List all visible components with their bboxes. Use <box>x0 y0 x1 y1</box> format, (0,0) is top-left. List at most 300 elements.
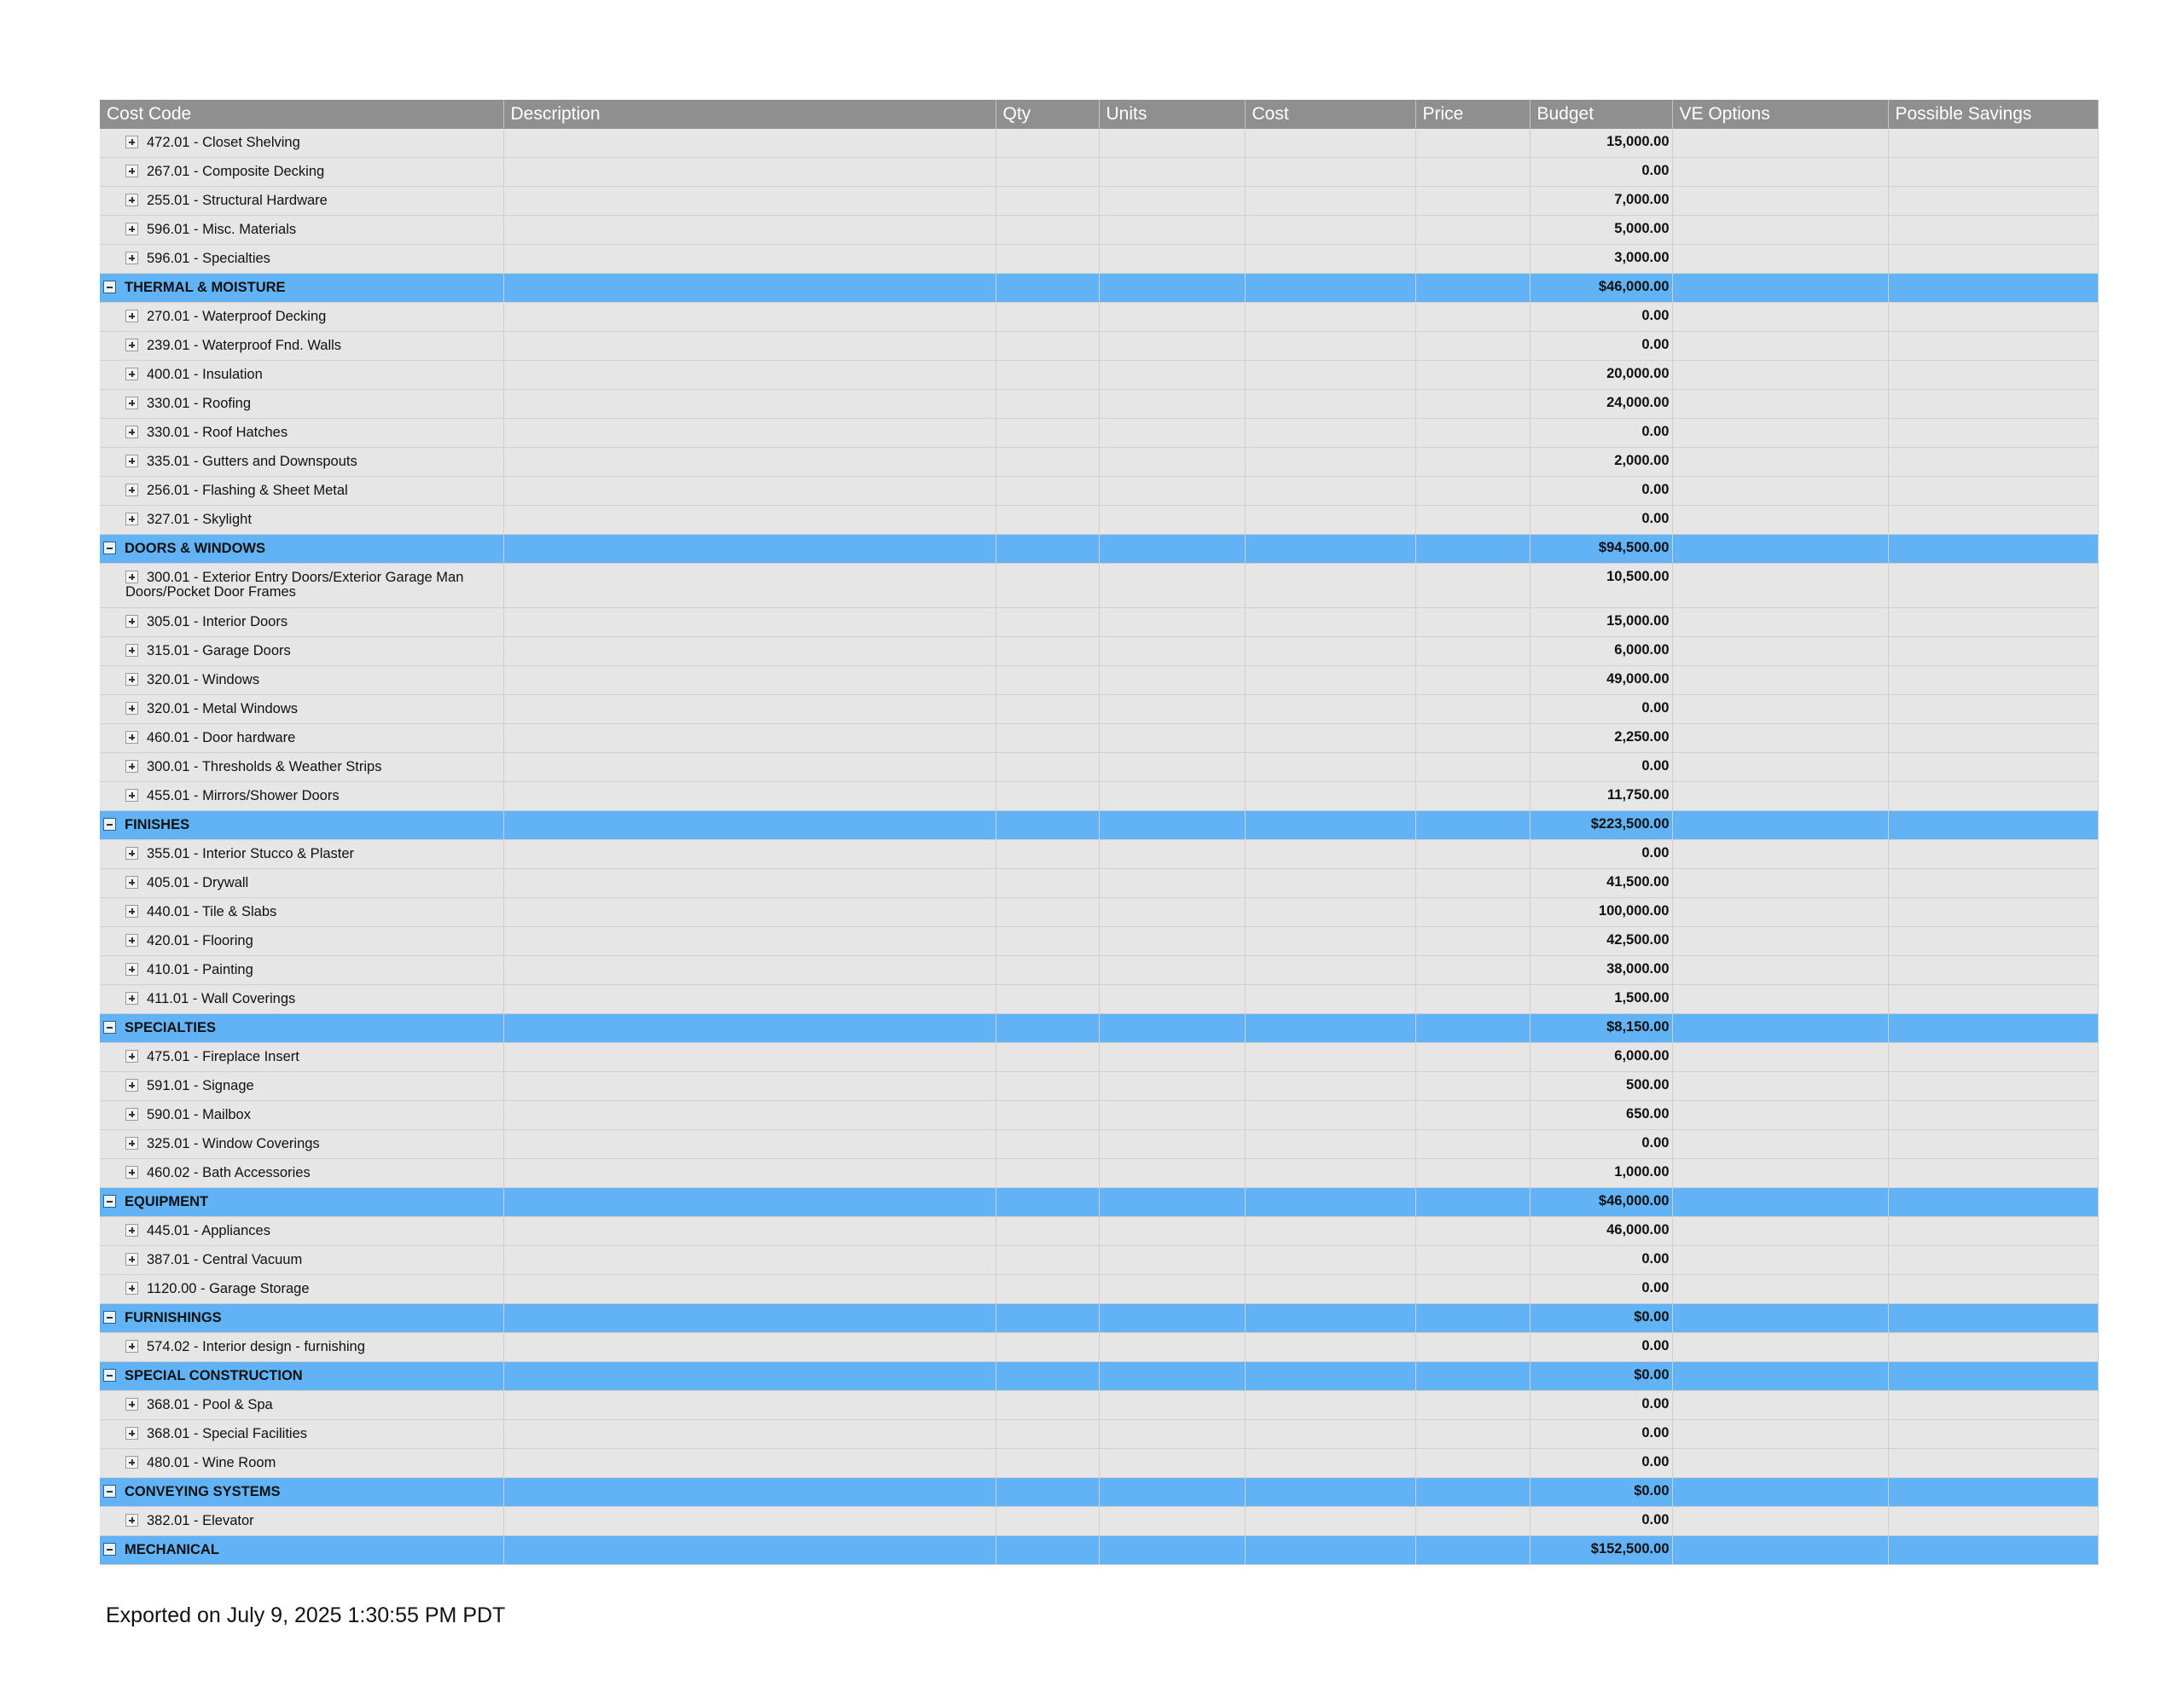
possible-savings-cell[interactable] <box>1888 927 2098 956</box>
price-cell[interactable] <box>1415 1362 1530 1391</box>
possible-savings-cell[interactable] <box>1888 898 2098 927</box>
qty-cell[interactable] <box>996 1507 1099 1536</box>
ve-options-cell[interactable] <box>1672 1188 1888 1217</box>
units-cell[interactable] <box>1099 1101 1245 1130</box>
table-row[interactable] <box>100 724 2098 753</box>
budget-cell[interactable] <box>1530 1159 1672 1188</box>
group-budget-total-cell[interactable] <box>1530 1536 1672 1565</box>
budget-cell[interactable] <box>1530 840 1672 869</box>
possible-savings-cell[interactable] <box>1888 1043 2098 1072</box>
cost-cell[interactable] <box>1245 1159 1415 1188</box>
budget-cell[interactable] <box>1530 1391 1672 1420</box>
price-cell[interactable] <box>1415 332 1530 361</box>
column-header-cost-code[interactable]: Cost Code <box>100 100 503 129</box>
qty-cell[interactable] <box>996 898 1099 927</box>
price-cell[interactable] <box>1415 811 1530 840</box>
units-cell[interactable] <box>1099 1536 1245 1565</box>
table-row[interactable] <box>100 1391 2098 1420</box>
table-row[interactable] <box>100 1217 2098 1246</box>
possible-savings-cell[interactable] <box>1888 303 2098 332</box>
budget-cell[interactable] <box>1530 448 1672 477</box>
cost-cell[interactable] <box>1245 448 1415 477</box>
ve-options-cell[interactable] <box>1672 782 1888 811</box>
expand-plus-icon[interactable] <box>125 455 138 467</box>
possible-savings-cell[interactable] <box>1888 1217 2098 1246</box>
cost-cell[interactable] <box>1245 811 1415 840</box>
collapse-minus-icon[interactable] <box>103 1311 116 1324</box>
budget-cell[interactable] <box>1530 506 1672 535</box>
price-cell[interactable] <box>1415 129 1530 158</box>
ve-options-cell[interactable] <box>1672 1304 1888 1333</box>
cost-cell[interactable] <box>1245 666 1415 695</box>
possible-savings-cell[interactable] <box>1888 1507 2098 1536</box>
qty-cell[interactable] <box>996 274 1099 303</box>
budget-cell[interactable] <box>1530 724 1672 753</box>
qty-cell[interactable] <box>996 637 1099 666</box>
budget-cell[interactable] <box>1530 303 1672 332</box>
units-cell[interactable] <box>1099 1159 1245 1188</box>
units-cell[interactable] <box>1099 985 1245 1014</box>
description-cell[interactable] <box>503 1420 996 1449</box>
ve-options-cell[interactable] <box>1672 1507 1888 1536</box>
units-cell[interactable] <box>1099 506 1245 535</box>
units-cell[interactable] <box>1099 158 1245 187</box>
cost-cell[interactable] <box>1245 985 1415 1014</box>
description-cell[interactable] <box>503 332 996 361</box>
cost-cell[interactable] <box>1245 840 1415 869</box>
qty-cell[interactable] <box>996 811 1099 840</box>
price-cell[interactable] <box>1415 274 1530 303</box>
units-cell[interactable] <box>1099 1507 1245 1536</box>
possible-savings-cell[interactable] <box>1888 782 2098 811</box>
table-row[interactable] <box>100 985 2098 1014</box>
budget-cell[interactable] <box>1530 216 1672 245</box>
budget-cell[interactable] <box>1530 1275 1672 1304</box>
units-cell[interactable] <box>1099 637 1245 666</box>
ve-options-cell[interactable] <box>1672 1449 1888 1478</box>
units-cell[interactable] <box>1099 274 1245 303</box>
table-row[interactable] <box>100 666 2098 695</box>
ve-options-cell[interactable] <box>1672 724 1888 753</box>
cost-cell[interactable] <box>1245 1420 1415 1449</box>
table-row[interactable] <box>100 419 2098 448</box>
table-row[interactable] <box>100 753 2098 782</box>
table-row[interactable] <box>100 956 2098 985</box>
cost-cell[interactable] <box>1245 869 1415 898</box>
ve-options-cell[interactable] <box>1672 1159 1888 1188</box>
expand-plus-icon[interactable] <box>125 1050 138 1063</box>
table-row[interactable] <box>100 840 2098 869</box>
cost-cell[interactable] <box>1245 1101 1415 1130</box>
budget-cell[interactable] <box>1530 1449 1672 1478</box>
expand-plus-icon[interactable] <box>125 876 138 889</box>
price-cell[interactable] <box>1415 187 1530 216</box>
description-cell[interactable] <box>503 608 996 637</box>
table-row[interactable] <box>100 608 2098 637</box>
qty-cell[interactable] <box>996 608 1099 637</box>
table-row[interactable] <box>100 927 2098 956</box>
description-cell[interactable] <box>503 506 996 535</box>
units-cell[interactable] <box>1099 898 1245 927</box>
collapse-minus-icon[interactable] <box>103 1543 116 1556</box>
qty-cell[interactable] <box>996 1536 1099 1565</box>
price-cell[interactable] <box>1415 753 1530 782</box>
possible-savings-cell[interactable] <box>1888 1188 2098 1217</box>
possible-savings-cell[interactable] <box>1888 1536 2098 1565</box>
expand-plus-icon[interactable] <box>125 426 138 438</box>
ve-options-cell[interactable] <box>1672 1014 1888 1043</box>
units-cell[interactable] <box>1099 811 1245 840</box>
description-cell[interactable] <box>503 782 996 811</box>
collapse-minus-icon[interactable] <box>103 1485 116 1498</box>
units-cell[interactable] <box>1099 448 1245 477</box>
ve-options-cell[interactable] <box>1672 1420 1888 1449</box>
units-cell[interactable] <box>1099 535 1245 564</box>
qty-cell[interactable] <box>996 390 1099 419</box>
qty-cell[interactable] <box>996 158 1099 187</box>
collapse-minus-icon[interactable] <box>103 1021 116 1034</box>
ve-options-cell[interactable] <box>1672 564 1888 608</box>
collapse-minus-icon[interactable] <box>103 542 116 554</box>
units-cell[interactable] <box>1099 1246 1245 1275</box>
price-cell[interactable] <box>1415 637 1530 666</box>
cost-cell[interactable] <box>1245 637 1415 666</box>
ve-options-cell[interactable] <box>1672 216 1888 245</box>
qty-cell[interactable] <box>996 303 1099 332</box>
expand-plus-icon[interactable] <box>125 1108 138 1121</box>
units-cell[interactable] <box>1099 1362 1245 1391</box>
units-cell[interactable] <box>1099 1304 1245 1333</box>
cost-cell[interactable] <box>1245 695 1415 724</box>
cost-cell[interactable] <box>1245 1275 1415 1304</box>
qty-cell[interactable] <box>996 927 1099 956</box>
cost-cell[interactable] <box>1245 506 1415 535</box>
qty-cell[interactable] <box>996 564 1099 608</box>
price-cell[interactable] <box>1415 390 1530 419</box>
units-cell[interactable] <box>1099 1333 1245 1362</box>
price-cell[interactable] <box>1415 840 1530 869</box>
possible-savings-cell[interactable] <box>1888 361 2098 390</box>
possible-savings-cell[interactable] <box>1888 811 2098 840</box>
description-cell[interactable] <box>503 419 996 448</box>
price-cell[interactable] <box>1415 477 1530 506</box>
qty-cell[interactable] <box>996 782 1099 811</box>
cost-cell[interactable] <box>1245 1246 1415 1275</box>
column-header-price[interactable]: Price <box>1415 100 1530 129</box>
units-cell[interactable] <box>1099 956 1245 985</box>
table-row[interactable] <box>100 1275 2098 1304</box>
possible-savings-cell[interactable] <box>1888 245 2098 274</box>
price-cell[interactable] <box>1415 1159 1530 1188</box>
possible-savings-cell[interactable] <box>1888 535 2098 564</box>
ve-options-cell[interactable] <box>1672 927 1888 956</box>
units-cell[interactable] <box>1099 332 1245 361</box>
price-cell[interactable] <box>1415 985 1530 1014</box>
expand-plus-icon[interactable] <box>125 223 138 235</box>
group-row[interactable] <box>100 274 2098 303</box>
qty-cell[interactable] <box>996 985 1099 1014</box>
price-cell[interactable] <box>1415 666 1530 695</box>
description-cell[interactable] <box>503 956 996 985</box>
description-cell[interactable] <box>503 361 996 390</box>
cost-cell[interactable] <box>1245 187 1415 216</box>
budget-cell[interactable] <box>1530 753 1672 782</box>
qty-cell[interactable] <box>996 956 1099 985</box>
description-cell[interactable] <box>503 1391 996 1420</box>
budget-cell[interactable] <box>1530 898 1672 927</box>
qty-cell[interactable] <box>996 1275 1099 1304</box>
qty-cell[interactable] <box>996 361 1099 390</box>
price-cell[interactable] <box>1415 1101 1530 1130</box>
budget-cell[interactable] <box>1530 1333 1672 1362</box>
units-cell[interactable] <box>1099 1275 1245 1304</box>
description-cell[interactable] <box>503 1130 996 1159</box>
possible-savings-cell[interactable] <box>1888 608 2098 637</box>
table-row[interactable] <box>100 1043 2098 1072</box>
price-cell[interactable] <box>1415 927 1530 956</box>
budget-cell[interactable] <box>1530 1217 1672 1246</box>
cost-cell[interactable] <box>1245 245 1415 274</box>
cost-cell[interactable] <box>1245 274 1415 303</box>
description-cell[interactable] <box>503 1333 996 1362</box>
possible-savings-cell[interactable] <box>1888 1014 2098 1043</box>
price-cell[interactable] <box>1415 303 1530 332</box>
table-row[interactable] <box>100 1420 2098 1449</box>
expand-plus-icon[interactable] <box>125 905 138 918</box>
ve-options-cell[interactable] <box>1672 1101 1888 1130</box>
price-cell[interactable] <box>1415 1333 1530 1362</box>
expand-plus-icon[interactable] <box>125 702 138 715</box>
possible-savings-cell[interactable] <box>1888 985 2098 1014</box>
expand-plus-icon[interactable] <box>125 194 138 206</box>
ve-options-cell[interactable] <box>1672 129 1888 158</box>
expand-plus-icon[interactable] <box>125 789 138 802</box>
description-cell[interactable] <box>503 158 996 187</box>
expand-plus-icon[interactable] <box>125 397 138 409</box>
possible-savings-cell[interactable] <box>1888 1246 2098 1275</box>
ve-options-cell[interactable] <box>1672 187 1888 216</box>
group-budget-total-cell[interactable] <box>1530 535 1672 564</box>
group-row[interactable] <box>100 535 2098 564</box>
qty-cell[interactable] <box>996 1391 1099 1420</box>
expand-plus-icon[interactable] <box>125 615 138 628</box>
possible-savings-cell[interactable] <box>1888 666 2098 695</box>
qty-cell[interactable] <box>996 419 1099 448</box>
units-cell[interactable] <box>1099 187 1245 216</box>
description-cell[interactable] <box>503 637 996 666</box>
ve-options-cell[interactable] <box>1672 448 1888 477</box>
ve-options-cell[interactable] <box>1672 1246 1888 1275</box>
cost-cell[interactable] <box>1245 303 1415 332</box>
description-cell[interactable] <box>503 1188 996 1217</box>
possible-savings-cell[interactable] <box>1888 956 2098 985</box>
price-cell[interactable] <box>1415 869 1530 898</box>
price-cell[interactable] <box>1415 245 1530 274</box>
description-cell[interactable] <box>503 129 996 158</box>
group-budget-total-cell[interactable] <box>1530 811 1672 840</box>
cost-cell[interactable] <box>1245 956 1415 985</box>
budget-cell[interactable] <box>1530 187 1672 216</box>
table-row[interactable] <box>100 390 2098 419</box>
cost-cell[interactable] <box>1245 927 1415 956</box>
ve-options-cell[interactable] <box>1672 898 1888 927</box>
description-cell[interactable] <box>503 1246 996 1275</box>
expand-plus-icon[interactable] <box>125 1340 138 1353</box>
table-row[interactable] <box>100 637 2098 666</box>
possible-savings-cell[interactable] <box>1888 129 2098 158</box>
qty-cell[interactable] <box>996 695 1099 724</box>
price-cell[interactable] <box>1415 1304 1530 1333</box>
possible-savings-cell[interactable] <box>1888 390 2098 419</box>
price-cell[interactable] <box>1415 724 1530 753</box>
table-row[interactable] <box>100 129 2098 158</box>
table-row[interactable] <box>100 782 2098 811</box>
price-cell[interactable] <box>1415 1043 1530 1072</box>
qty-cell[interactable] <box>996 1159 1099 1188</box>
units-cell[interactable] <box>1099 695 1245 724</box>
possible-savings-cell[interactable] <box>1888 753 2098 782</box>
table-row[interactable] <box>100 1246 2098 1275</box>
price-cell[interactable] <box>1415 956 1530 985</box>
possible-savings-cell[interactable] <box>1888 216 2098 245</box>
units-cell[interactable] <box>1099 1072 1245 1101</box>
cost-cell[interactable] <box>1245 1507 1415 1536</box>
collapse-minus-icon[interactable] <box>103 818 116 831</box>
budget-cell[interactable] <box>1530 245 1672 274</box>
description-cell[interactable] <box>503 1101 996 1130</box>
units-cell[interactable] <box>1099 1130 1245 1159</box>
possible-savings-cell[interactable] <box>1888 637 2098 666</box>
cost-cell[interactable] <box>1245 564 1415 608</box>
possible-savings-cell[interactable] <box>1888 1159 2098 1188</box>
budget-cell[interactable] <box>1530 666 1672 695</box>
possible-savings-cell[interactable] <box>1888 1420 2098 1449</box>
possible-savings-cell[interactable] <box>1888 419 2098 448</box>
cost-cell[interactable] <box>1245 1188 1415 1217</box>
possible-savings-cell[interactable] <box>1888 274 2098 303</box>
group-row[interactable] <box>100 811 2098 840</box>
description-cell[interactable] <box>503 1275 996 1304</box>
qty-cell[interactable] <box>996 1333 1099 1362</box>
description-cell[interactable] <box>503 1449 996 1478</box>
column-header-description[interactable]: Description <box>503 100 996 129</box>
qty-cell[interactable] <box>996 477 1099 506</box>
possible-savings-cell[interactable] <box>1888 158 2098 187</box>
table-row[interactable] <box>100 1130 2098 1159</box>
expand-plus-icon[interactable] <box>125 368 138 380</box>
units-cell[interactable] <box>1099 419 1245 448</box>
budget-cell[interactable] <box>1530 1101 1672 1130</box>
ve-options-cell[interactable] <box>1672 303 1888 332</box>
price-cell[interactable] <box>1415 782 1530 811</box>
ve-options-cell[interactable] <box>1672 985 1888 1014</box>
price-cell[interactable] <box>1415 1188 1530 1217</box>
qty-cell[interactable] <box>996 1014 1099 1043</box>
possible-savings-cell[interactable] <box>1888 332 2098 361</box>
table-row[interactable] <box>100 1101 2098 1130</box>
ve-options-cell[interactable] <box>1672 1043 1888 1072</box>
description-cell[interactable] <box>503 390 996 419</box>
ve-options-cell[interactable] <box>1672 666 1888 695</box>
ve-options-cell[interactable] <box>1672 274 1888 303</box>
qty-cell[interactable] <box>996 187 1099 216</box>
ve-options-cell[interactable] <box>1672 811 1888 840</box>
description-cell[interactable] <box>503 274 996 303</box>
description-cell[interactable] <box>503 245 996 274</box>
qty-cell[interactable] <box>996 1246 1099 1275</box>
qty-cell[interactable] <box>996 840 1099 869</box>
description-cell[interactable] <box>503 448 996 477</box>
expand-plus-icon[interactable] <box>125 571 138 583</box>
qty-cell[interactable] <box>996 869 1099 898</box>
budget-cell[interactable] <box>1530 927 1672 956</box>
description-cell[interactable] <box>503 724 996 753</box>
units-cell[interactable] <box>1099 1043 1245 1072</box>
price-cell[interactable] <box>1415 1420 1530 1449</box>
table-row[interactable] <box>100 695 2098 724</box>
units-cell[interactable] <box>1099 782 1245 811</box>
possible-savings-cell[interactable] <box>1888 1101 2098 1130</box>
description-cell[interactable] <box>503 477 996 506</box>
units-cell[interactable] <box>1099 1391 1245 1420</box>
description-cell[interactable] <box>503 695 996 724</box>
possible-savings-cell[interactable] <box>1888 840 2098 869</box>
units-cell[interactable] <box>1099 216 1245 245</box>
cost-cell[interactable] <box>1245 1043 1415 1072</box>
ve-options-cell[interactable] <box>1672 608 1888 637</box>
group-row[interactable] <box>100 1478 2098 1507</box>
possible-savings-cell[interactable] <box>1888 1449 2098 1478</box>
expand-plus-icon[interactable] <box>125 1166 138 1179</box>
qty-cell[interactable] <box>996 332 1099 361</box>
expand-plus-icon[interactable] <box>125 731 138 744</box>
cost-cell[interactable] <box>1245 129 1415 158</box>
ve-options-cell[interactable] <box>1672 1217 1888 1246</box>
expand-plus-icon[interactable] <box>125 1398 138 1411</box>
qty-cell[interactable] <box>996 1420 1099 1449</box>
qty-cell[interactable] <box>996 216 1099 245</box>
units-cell[interactable] <box>1099 1217 1245 1246</box>
budget-cell[interactable] <box>1530 1507 1672 1536</box>
cost-cell[interactable] <box>1245 1449 1415 1478</box>
cost-cell[interactable] <box>1245 1333 1415 1362</box>
table-row[interactable] <box>100 898 2098 927</box>
cost-cell[interactable] <box>1245 1072 1415 1101</box>
qty-cell[interactable] <box>996 1217 1099 1246</box>
ve-options-cell[interactable] <box>1672 1333 1888 1362</box>
units-cell[interactable] <box>1099 129 1245 158</box>
table-row[interactable] <box>100 1507 2098 1536</box>
qty-cell[interactable] <box>996 535 1099 564</box>
qty-cell[interactable] <box>996 506 1099 535</box>
column-header-budget[interactable]: Budget <box>1530 100 1672 129</box>
cost-cell[interactable] <box>1245 1362 1415 1391</box>
ve-options-cell[interactable] <box>1672 1536 1888 1565</box>
description-cell[interactable] <box>503 927 996 956</box>
qty-cell[interactable] <box>996 448 1099 477</box>
table-row[interactable] <box>100 332 2098 361</box>
cost-cell[interactable] <box>1245 216 1415 245</box>
price-cell[interactable] <box>1415 1072 1530 1101</box>
cost-cell[interactable] <box>1245 1130 1415 1159</box>
units-cell[interactable] <box>1099 869 1245 898</box>
units-cell[interactable] <box>1099 1478 1245 1507</box>
ve-options-cell[interactable] <box>1672 695 1888 724</box>
units-cell[interactable] <box>1099 840 1245 869</box>
budget-cell[interactable] <box>1530 564 1672 608</box>
price-cell[interactable] <box>1415 695 1530 724</box>
expand-plus-icon[interactable] <box>125 1079 138 1092</box>
